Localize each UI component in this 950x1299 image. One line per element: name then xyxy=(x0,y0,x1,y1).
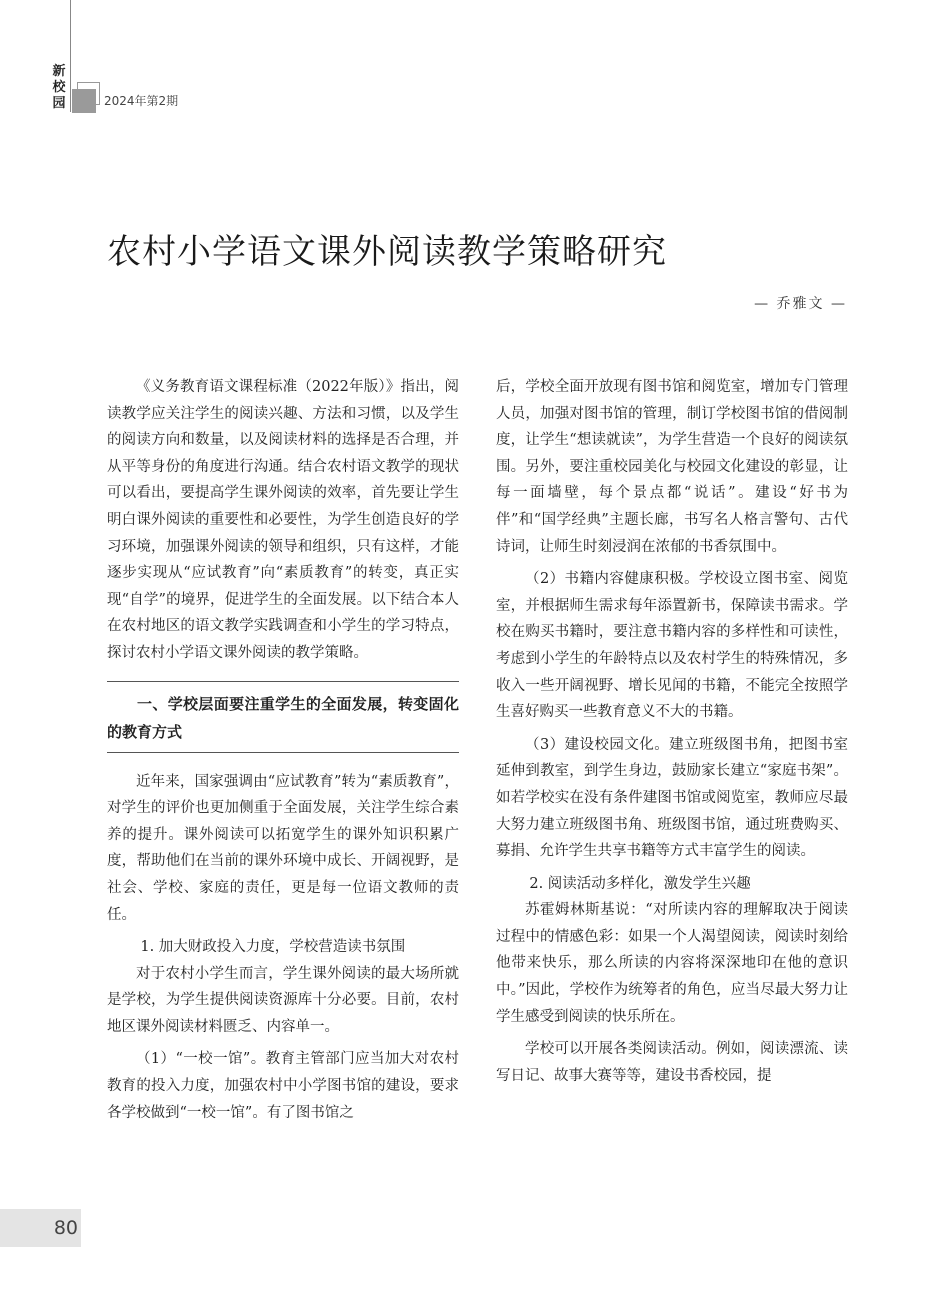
body-paragraph: 学校可以开展各类阅读活动。例如，阅读漂流、读写日记、故事大赛等等，建设书香校园，提 xyxy=(496,1041,848,1084)
author-byline: — 乔雅文 — xyxy=(754,296,847,312)
body-paragraph: （1）“一校一馆”。教育主管部门应当加大对农村教育的投入力度，加强农村中小学图书馆的建设，要求各学校做到“一校一馆”。有了图书馆之 xyxy=(107,1051,459,1121)
body-paragraph: 近年来，国家强调由“应试教育”转为“素质教育”，对学生的评价也更加侧重于全面发展，关注学生综合素养的提升。课外阅读可以拓宽学生的课外知识积累广度，帮助他们在当前的课外环境中成长、开阔视野，是社会、学校、家庭的责任，更是每一位语文教师的责任。 xyxy=(107,773,459,923)
subheading: 2. 阅读活动多样化，激发学生兴趣 xyxy=(529,875,751,892)
masthead-char: 新 xyxy=(52,64,66,79)
left-column xyxy=(107,374,459,1126)
masthead xyxy=(50,64,68,112)
masthead-char: 园 xyxy=(52,96,66,111)
masthead-char: 校 xyxy=(52,80,66,95)
body-paragraph: 后，学校全面开放现有图书馆和阅览室，增加专门管理人员，加强对图书馆的管理，制订学校图书馆的借阅制度，让学生“想读就读”，为学生营造一个良好的阅读氛围。另外，要注重校园美化与校园文化建设的彰显，让每一面墙壁，每个景点都“说话”。建设“好书为伴”和“国学经典”主题长廊，书写名人格言警句、古代诗词，让师生时刻浸润在浓郁的书香氛围中。 xyxy=(496,379,848,555)
body-paragraph: （2）书籍内容健康积极。学校设立图书室、阅览室，并根据师生需求每年添置新书，保障读书需求。学校在购买书籍时，要注意书籍内容的多样性和可读性，考虑到小学生的年龄特点以及农村学生的特殊情况，多收入一些开阔视野、增长见闻的书籍，不能完全按照学生喜好购买一些教育意义不大的书籍。 xyxy=(496,571,848,721)
issue-label: 2024年第2期 xyxy=(104,94,179,108)
subheading: 1. 加大财政投入力度，学校营造读书氛围 xyxy=(140,939,406,956)
intro-paragraph: 《义务教育语文课程标准（2022年版）》指出，阅读教学应关注学生的阅读兴趣、方法和习惯，以及学生的阅读方向和数量，以及阅读材料的选择是否合理，并从平等身份的角度进行沟通。结合农村语文教学的现状可以看出，要提高学生课外阅读的效率，首先要让学生明白课外阅读的重要性和必要性，为学生创造良好的学习环境，加强课外阅读的领导和组织，只有这样，才能逐步实现从“应试教育”向“素质教育”的转变，真正实现“自学”的境界，促进学生的全面发展。以下结合本人在农村地区的语文教学实践调查和小学生的学习特点，探讨农村小学语文课外阅读的教学策略。 xyxy=(107,379,459,661)
article-title: 农村小学语文课外阅读教学策略研究 xyxy=(107,232,667,272)
section-heading: 一、学校层面要注重学生的全面发展，转变固化的教育方式 xyxy=(107,681,459,753)
right-column xyxy=(496,374,848,1089)
header-rule xyxy=(70,0,71,112)
body-paragraph: 对于农村小学生而言，学生课外阅读的最大场所就是学校，为学生提供阅读资源库十分必要。目前，农村地区课外阅读材料匮乏、内容单一。 xyxy=(107,965,459,1035)
body-paragraph: 苏霍姆林斯基说：“对所读内容的理解取决于阅读过程中的情感色彩：如果一个人渴望阅读，阅读时刻给他带来快乐，那么所读的内容将深深地印在他的意识中。”因此，学校作为统筹者的角色，应当尽最大努力让学生感受到阅读的快乐所在。 xyxy=(496,902,848,1025)
header-ornament-block xyxy=(72,89,96,113)
page-number: 80 xyxy=(53,1217,78,1239)
body-paragraph: （3）建设校园文化。建立班级图书角，把图书室延伸到教室，到学生身边，鼓励家长建立“家庭书架”。如若学校实在没有条件建图书馆或阅览室，教师应尽最大努力建立班级图书角、班级图书馆，通过班费购买、募捐、允许学生共享书籍等方式丰富学生的阅读。 xyxy=(496,736,848,860)
